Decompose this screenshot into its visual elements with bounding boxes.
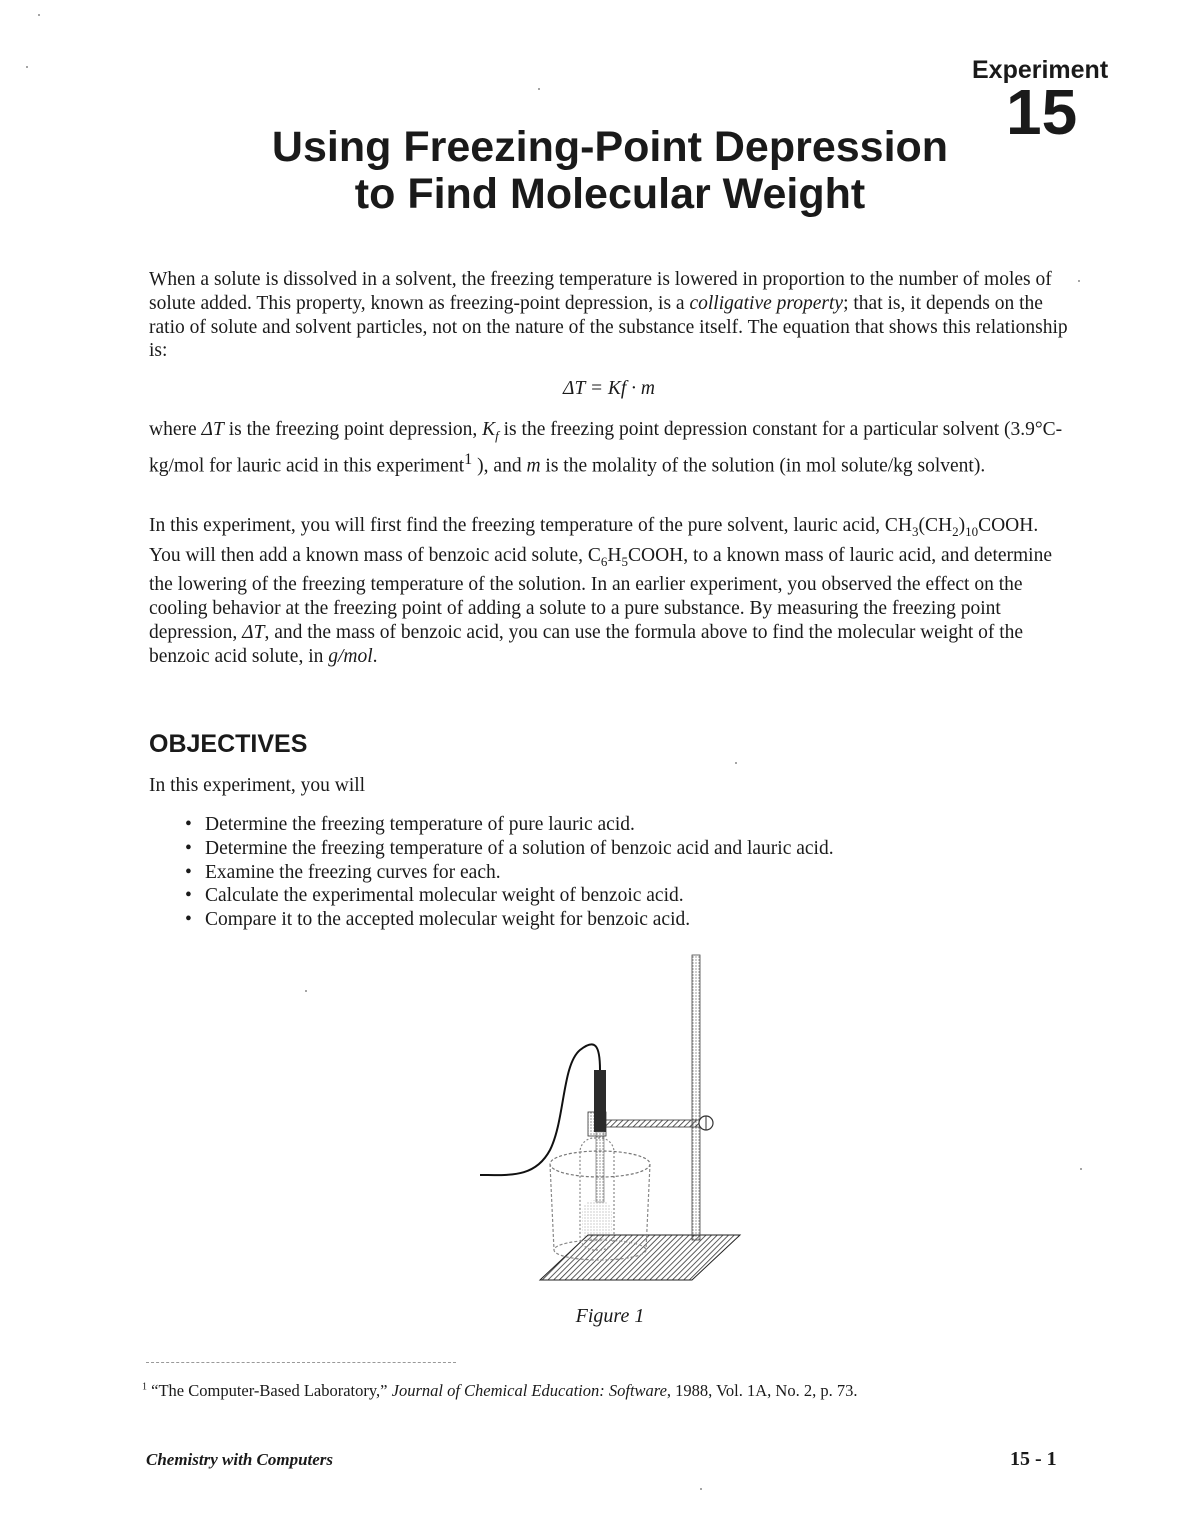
objective-item: • Calculate the experimental molecular weight of benzoic acid. bbox=[185, 884, 834, 908]
objective-item: • Determine the freezing temperature of a solution of benzoic acid and lauric acid. bbox=[185, 837, 834, 861]
objective-item: • Compare it to the accepted molecular weight for benzoic acid. bbox=[185, 908, 834, 932]
delta-t-term-2: ΔT bbox=[242, 621, 265, 643]
scan-speck bbox=[1078, 280, 1080, 282]
objectives-intro: In this experiment, you will bbox=[149, 775, 366, 796]
p3-text-d: , and the mass of benzoic acid, you can use the formula above to find the molecular weight of the benzoic acid solute, in bbox=[149, 621, 1024, 667]
p1-text-a: When a solute is dissolved in a solvent, the freezing temperature is lowered in proportion to the number of moles of solute added. This property, known as freezing-point depression, is a bbox=[149, 269, 1052, 314]
footnote-marker: 1 bbox=[142, 1381, 147, 1393]
intro-paragraph-2 bbox=[149, 418, 1069, 478]
support-rod bbox=[692, 955, 700, 1240]
stand-base bbox=[540, 1235, 740, 1280]
objectives-list bbox=[185, 813, 834, 932]
lauric-acid-formula: $CH_3(CH_2)_{10}COOH$ bbox=[884, 515, 1034, 539]
footnote-ref: 1 bbox=[464, 449, 473, 468]
benzoic-acid-formula: $C_6H_5COOH$ bbox=[587, 544, 684, 569]
scan-speck bbox=[538, 88, 540, 90]
scan-speck bbox=[1080, 1168, 1082, 1170]
intro-paragraph-3 bbox=[149, 514, 1069, 669]
equation: ΔT = Kf · m bbox=[563, 378, 655, 399]
objective-item: • Examine the freezing curves for each. bbox=[185, 861, 834, 885]
apparatus-figure bbox=[470, 950, 770, 1300]
title-line-2: to Find Molecular Weight bbox=[354, 170, 866, 218]
scan-speck bbox=[26, 66, 28, 68]
scan-speck bbox=[700, 1488, 702, 1490]
scan-speck bbox=[305, 990, 307, 992]
m-term: m bbox=[526, 455, 541, 477]
objective-item: • Determine the freezing temperature of pure lauric acid. bbox=[185, 813, 834, 837]
apparatus-illustration bbox=[470, 950, 770, 1295]
p2-text-e: is the molality of the solution (in mol solute/kg solvent). bbox=[540, 455, 986, 477]
scan-speck bbox=[38, 14, 40, 16]
footnote-text-a: “The Computer-Based Laboratory,” bbox=[147, 1381, 392, 1400]
temperature-probe bbox=[594, 1070, 606, 1132]
figure-caption: Figure 1 bbox=[575, 1305, 645, 1327]
objectives-heading: OBJECTIVES bbox=[149, 730, 308, 758]
colligative-term: colligative property bbox=[689, 292, 844, 314]
page-number: 15 - 1 bbox=[1010, 1448, 1057, 1470]
clamp-arm bbox=[598, 1120, 710, 1127]
kf-term: $K_f$ bbox=[482, 419, 499, 443]
p2-text-b: is the freezing point depression, bbox=[223, 419, 483, 440]
p3-text-e: . bbox=[372, 645, 378, 667]
p1-text-b: ; that is, it depends on the ratio of solute and solvent particles, not on the nature of the substance itself. The equation that shows this relationship is: bbox=[149, 292, 1068, 362]
page-title bbox=[160, 124, 1060, 218]
experiment-label: Experiment bbox=[972, 56, 1109, 84]
footnote-text-b: , 1988, Vol. 1A, No. 2, p. 73. bbox=[666, 1381, 858, 1400]
footer-book-title: Chemistry with Computers bbox=[146, 1450, 334, 1469]
scan-speck bbox=[735, 762, 737, 764]
p3-text-b: . You will then add a known mass of benzoic acid solute, bbox=[149, 515, 1039, 566]
intro-paragraph-1 bbox=[149, 268, 1069, 363]
p2-text-c: is the freezing point depression constant for a particular solvent (3.9°C-kg/mol for lauric acid in this experiment bbox=[149, 419, 1063, 477]
footnote-journal: Journal of Chemical Education: Software bbox=[391, 1381, 667, 1400]
experiment-number: 15 bbox=[1006, 76, 1078, 148]
unit-term: g/mol bbox=[328, 645, 373, 667]
delta-t-term: ΔT bbox=[201, 419, 224, 440]
p2-text-a: where bbox=[149, 419, 202, 440]
footnote-divider bbox=[146, 1362, 456, 1363]
footnote bbox=[142, 1381, 857, 1401]
p3-text-c: , to a known mass of lauric acid, and determine the lowering of the freezing temperature of the solution. In an earlier experiment, you observed the effect on the cooling behavior at the freezing point of adding a solute to a pure substance. By measuring the freezing point depression, bbox=[149, 544, 1053, 643]
title-line-1: Using Freezing-Point Depression bbox=[271, 123, 949, 171]
p2-text-d: ), and bbox=[472, 455, 527, 477]
probe-cable bbox=[480, 1044, 600, 1175]
p3-text-a: In this experiment, you will first find the freezing temperature of the pure solvent, lauric acid, bbox=[149, 515, 885, 536]
